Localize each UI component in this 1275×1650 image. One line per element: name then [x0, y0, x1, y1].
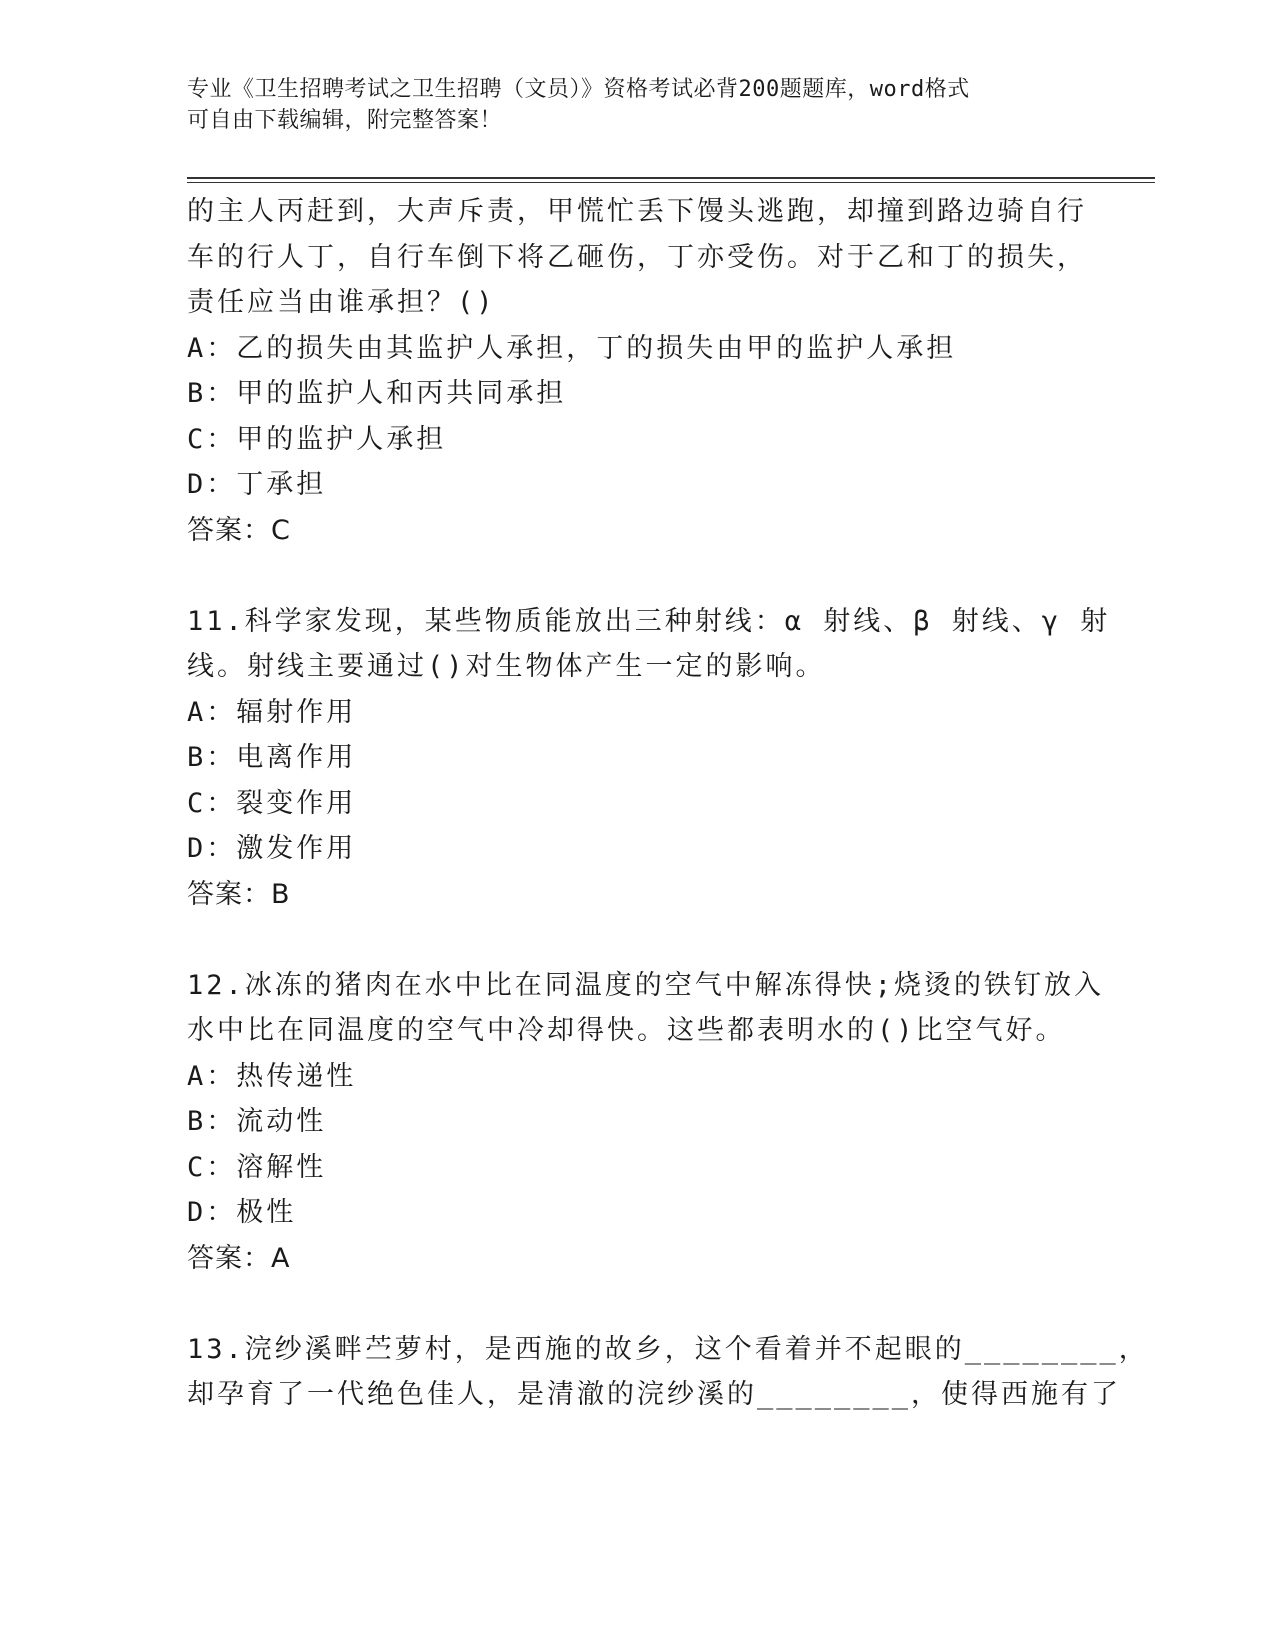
- option-d: D：极性: [187, 1197, 297, 1228]
- header-line-2: 可自由下载编辑，附完整答案！: [187, 108, 503, 133]
- answer-label: 答案：B: [187, 878, 291, 910]
- question-text-line: 12.冰冻的猪肉在水中比在同温度的空气中解冻得快;烧烫的铁钉放入: [187, 969, 1105, 1001]
- answer-label: 答案：A: [187, 1242, 291, 1274]
- spacer: [187, 553, 1077, 599]
- question-block-13: [187, 1327, 1149, 1418]
- question-block-12: [187, 963, 1105, 1282]
- spacer: [187, 1281, 1077, 1327]
- page-header: [187, 74, 1067, 136]
- answer-label: 答案：C: [187, 514, 291, 546]
- question-block-continued: [187, 189, 1087, 553]
- option-b: B：甲的监护人和丙共同承担: [187, 378, 567, 409]
- header-line-1: 专业《卫生招聘考试之卫生招聘（文员）》资格考试必背200题题库，word格式: [187, 77, 970, 102]
- header-divider-thin: [187, 182, 1155, 183]
- question-text-line: 的主人丙赶到，大声斥责，甲慌忙丢下馒头逃跑，却撞到路边骑自行: [187, 196, 1087, 227]
- question-block-11: [187, 599, 1111, 918]
- option-a: A：乙的损失由其监护人承担，丁的损失由甲的监护人承担: [187, 332, 957, 364]
- option-c: C：裂变作用: [187, 787, 357, 819]
- spacer: [187, 917, 1077, 963]
- option-a: A：热传递性: [187, 1060, 357, 1092]
- option-a: A：辐射作用: [187, 696, 357, 728]
- question-text-line: 责任应当由谁承担？(): [187, 287, 496, 318]
- option-c: C：甲的监护人承担: [187, 423, 447, 455]
- question-text-line: 线。射线主要通过()对生物体产生一定的影响。: [187, 651, 826, 682]
- option-d: D：丁承担: [187, 469, 327, 500]
- question-list: [187, 189, 1149, 1418]
- option-b: B：流动性: [187, 1106, 327, 1137]
- question-text-line: 车的行人丁，自行车倒下将乙砸伤，丁亦受伤。对于乙和丁的损失，: [187, 241, 1087, 273]
- question-text-line: 水中比在同温度的空气中冷却得快。这些都表明水的()比空气好。: [187, 1015, 1066, 1046]
- option-c: C：溶解性: [187, 1151, 327, 1183]
- option-b: B：电离作用: [187, 742, 357, 773]
- question-text-line: 11.科学家发现，某些物质能放出三种射线：α 射线、β 射线、γ 射: [187, 605, 1111, 637]
- question-text-line: 却孕育了一代绝色佳人，是清澈的浣纱溪的________，使得西施有了: [187, 1379, 1122, 1410]
- header-divider-thick: [187, 177, 1155, 179]
- question-text-line: 13.浣纱溪畔苎萝村，是西施的故乡，这个看着并不起眼的________，: [187, 1333, 1149, 1365]
- option-d: D：激发作用: [187, 833, 357, 864]
